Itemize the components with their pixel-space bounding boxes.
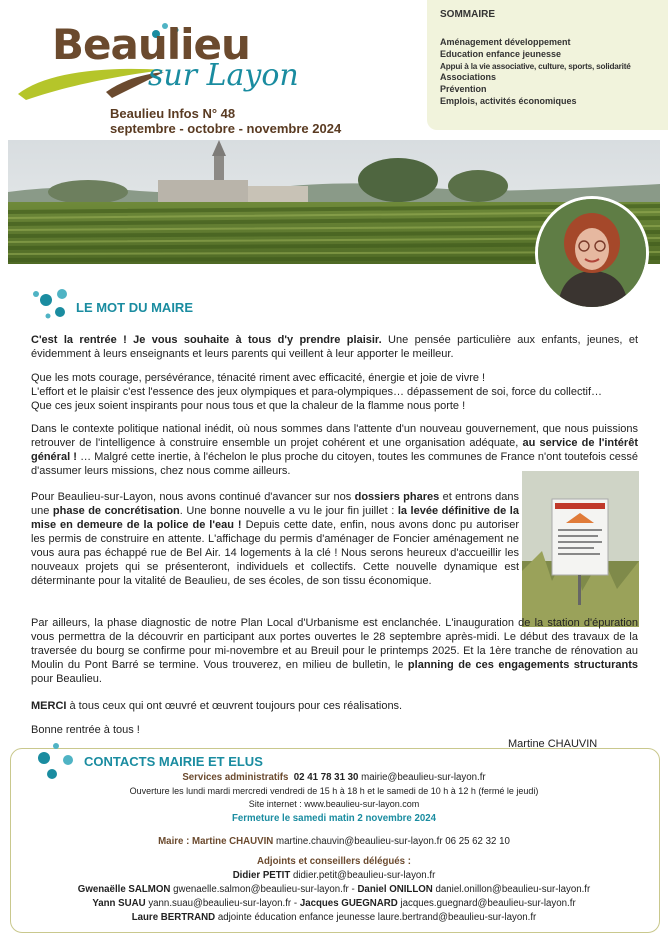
paragraph-closing: Bonne rentrée à tous ! (31, 724, 140, 736)
mayor-contact-line (10, 836, 658, 847)
services-line (10, 772, 658, 783)
deputy-name: Didier PETIT (232, 870, 291, 881)
website-line[interactable]: Site internet : www.beaulieu-sur-layon.com (248, 799, 420, 809)
deputy-email[interactable]: jacques.guegnard@beaulieu-sur-layon.fr (400, 898, 576, 909)
summary-item[interactable]: Associations (440, 72, 497, 83)
deputy-name: Yann SUAU (92, 898, 146, 909)
deputy-line-3 (10, 898, 658, 909)
deputy-role[interactable]: adjointe éducation enfance jeunesse laure.bertrand@beaulieu-sur-layon.fr (217, 912, 537, 923)
paragraph-projects: Pour Beaulieu-sur-Layon, nous avons continué d'avancer sur nos dossiers phares et entrons dans une phase de concrétisation. Une bonne nouvelle a vu le jour fin juillet : la levée définitive de la mise en demeure de la police de l'eau ! Depuis cette date, enfin, nous avons donc pu autoriser les permis de construire en attente. L'affichage du permis d'aménager de Foncier aménagement ne vous aura pas échappé rue de Bel Air. 14 logements à la clé ! Nous serons heureux d'accueillir les nouveaux projets qui se présenteront, individuels et collectifs. Cette nouvelle dynamique est déterminante pour la vitalité de Beaulieu, de ses écoles, de son tissu économique. (31, 491, 520, 587)
paragraph-urbanism: Par ailleurs, la phase diagnostic de notre Plan Local d'Urbanisme est enclanchée. L'inauguration de la station d'épuration vous permettra de la découvrir en participant aux portes ouvertes le 28 septembre après-midi. Le début des travaux de la traversée du bourg se confirme pour mi-novembre et au Breuil pour le printemps 2025. Et la 1ère tranche de rénovation au Moulin du Pont Barré se termine. Vous trouverez, en milieu de bulletin, le planning de ces engagements structurants pour Beaulieu. (31, 617, 638, 685)
deputy-line-2 (10, 884, 658, 895)
deputy-line-4 (10, 912, 658, 923)
services-email[interactable]: mairie@beaulieu-sur-layon.fr (361, 772, 486, 783)
deputy-line-1 (10, 870, 658, 881)
summary-title: SOMMAIRE (440, 9, 495, 20)
separator: - (351, 884, 355, 895)
closure-notice: Fermeture le samedi matin 2 novembre 2024 (231, 813, 437, 824)
deputy-email[interactable]: gwenaelle.salmon@beaulieu-sur-layon.fr (173, 884, 349, 895)
paragraph-thanks: MERCI à tous ceux qui ont œuvré et œuvrent toujours pour ces réalisations. (31, 700, 403, 712)
summary-item[interactable]: Appui à la vie associative, culture, sports, solidarité (440, 61, 631, 71)
services-label: Services administratifs (182, 772, 289, 783)
logo-subtitle: sur Layon (148, 58, 299, 93)
services-phone[interactable]: 02 41 78 31 30 (293, 772, 359, 783)
issue-info (110, 106, 341, 136)
deputy-name: Laure BERTRAND (131, 912, 216, 923)
summary-list (440, 37, 631, 108)
summary-item[interactable]: Prévention (440, 84, 487, 95)
building-permit-photo (522, 471, 639, 627)
deputy-name: Daniel ONILLON (357, 884, 433, 895)
deputy-email[interactable]: didier.petit@beaulieu-sur-layon.fr (293, 870, 436, 881)
section-dots-icon (26, 286, 72, 326)
deputies-title: Adjoints et conseillers délégués : (257, 856, 411, 867)
deputy-email[interactable]: daniel.onillon@beaulieu-sur-layon.fr (435, 884, 591, 895)
separator: - (293, 898, 298, 909)
opening-hours: Ouverture les lundi mardi mercredi vendredi de 15 h à 18 h et le samedi de 10 h à 12 h (fermé le jeudi) (129, 786, 539, 796)
logo-swoosh-icon (16, 62, 166, 102)
mayor-word-title: LE MOT DU MAIRE (76, 300, 193, 315)
deputy-name: Jacques GUEGNARD (299, 898, 398, 909)
logo-wordmark: Beaulieu (52, 20, 250, 69)
summary-item[interactable]: Aménagement développement (440, 37, 571, 47)
summary-item[interactable]: Emplois, activités économiques (440, 95, 577, 106)
contacts-title: CONTACTS MAIRIE ET ELUS (84, 754, 263, 769)
issue-number: Beaulieu Infos N° 48 (110, 106, 236, 121)
mayor-portrait (535, 196, 649, 310)
signature: Martine CHAUVIN (508, 738, 598, 750)
summary-item[interactable]: Education enfance jeunesse (440, 48, 562, 59)
deputy-email[interactable]: yann.suau@beaulieu-sur-layon.fr (148, 898, 292, 909)
deputy-name: Gwenaëlle SALMON (77, 884, 171, 895)
issue-period: septembre - octobre - novembre 2024 (110, 121, 342, 136)
mayor-contact[interactable]: martine.chauvin@beaulieu-sur-layon.fr 06 25 62 32 10 (276, 836, 510, 847)
mayor-label: Maire : Martine CHAUVIN (158, 836, 274, 847)
paragraph-intro: C'est la rentrée ! Je vous souhaite à tous d'y prendre plaisir. Une pensée particulière aux enfants, jeunes, et évidemment à leurs enseignants et leurs parents qui veillent à leur apporter le meilleur. (31, 334, 638, 360)
paragraph-context: Dans le contexte politique national inédit, où nous sommes dans l'attente d'un nouveau gouvernement, que nous puissions retrouver de l'intelligence à construire ensemble un projet cohérent et une organisation adéquate, au service de l'intérêt général ! … Malgré cette inertie, à l'échelon le plus proche du citoyen, toutes les communes de France n'ont toutefois cessé d'assumer leurs missions, chez nous comme ailleurs. (31, 423, 638, 477)
paragraph-values: Que les mots courage, persévérance, ténacité riment avec efficacité, énergie et joie de vivre ! L'effort et le plaisir c'est l'essence des jeux olympiques et para-olympiques… dépassement de soi, force du collectif… Que ces jeux soient inspirants pour nous tous et que la chaleur de la flamme nous porte ! (31, 372, 603, 412)
